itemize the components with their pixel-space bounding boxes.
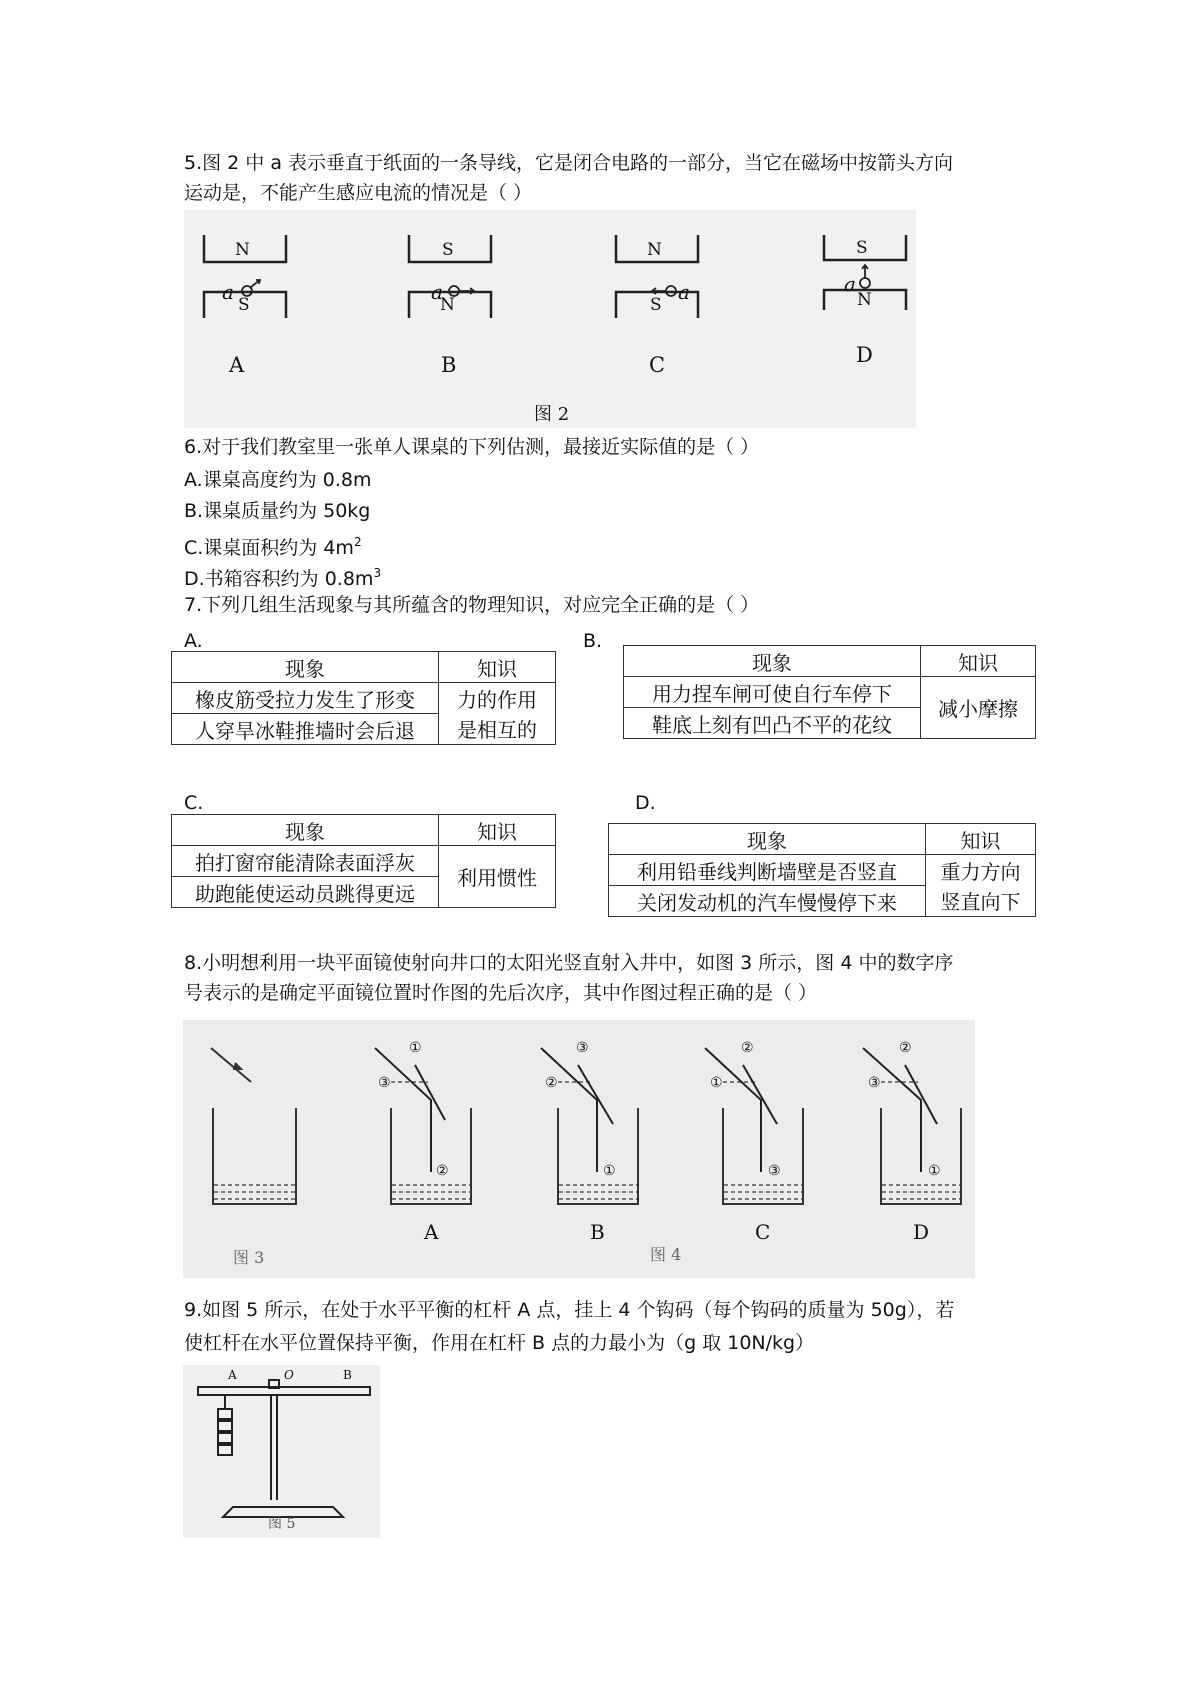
fig2-option-a: A: [229, 353, 245, 377]
lever-point-b: B: [343, 1368, 352, 1382]
q7-table-b: [623, 645, 1036, 739]
table-cell: 是相互的: [439, 714, 556, 745]
table-cell: 竖直向下: [926, 886, 1036, 917]
fig4-option-c: C: [755, 1220, 771, 1244]
q7-table-c: [171, 814, 556, 908]
fig4-option-b: B: [590, 1220, 605, 1244]
fig4-d-step-refl: ①: [928, 1163, 941, 1179]
fig2-option-c: C: [649, 353, 666, 377]
q6-option-d-text: D.书箱容积约为 0.8m: [184, 568, 374, 590]
fig2-c-wire-label: a: [678, 280, 690, 304]
q7-label-c: C.: [184, 792, 204, 814]
table-header: 知识: [439, 815, 556, 846]
figure-2-drawing: [184, 210, 916, 428]
table-header: 知识: [439, 652, 556, 683]
table-cell: 用力捏车闸可使自行车停下: [624, 677, 921, 708]
figure-2: [184, 210, 916, 428]
q7-table-d: [608, 823, 1036, 917]
fig4-c-step-inc: ②: [741, 1040, 754, 1056]
q7-stem: 7.下列几组生活现象与其所蕴含的物理知识，对应完全正确的是（ ）: [184, 594, 760, 616]
table-header: 现象: [609, 824, 926, 855]
lever-point-a: A: [228, 1368, 237, 1382]
fig2-b-wire-label: a: [431, 280, 443, 304]
fig4-d-step-inc: ②: [899, 1040, 912, 1056]
table-cell: 利用惯性: [439, 846, 556, 908]
q8-stem-line2: 号表示的是确定平面镜位置时作图的先后次序，其中作图过程正确的是（ ）: [184, 982, 818, 1004]
fig4-d-step-mirror: ③: [868, 1075, 881, 1091]
table-cell: 力的作用: [439, 683, 556, 714]
q7-label-b: B.: [583, 630, 603, 652]
fig2-a-bottom-pole: S: [238, 295, 250, 315]
hook-weight-icon: [218, 1445, 232, 1455]
hook-weight-icon: [218, 1433, 232, 1443]
q6-option-a: A.课桌高度约为 0.8m: [184, 469, 372, 491]
lever-stand-icon: [271, 1395, 277, 1500]
sun-ray-icon: [211, 1048, 251, 1082]
figure-5: [183, 1365, 380, 1538]
fig2-a-top-pole: N: [235, 240, 250, 260]
fig4-b-step-inc: ③: [576, 1040, 589, 1056]
table-header: 现象: [172, 815, 439, 846]
fig4-caption: 图 4: [650, 1245, 682, 1264]
q6-option-c-text: C.课桌面积约为 4m: [184, 537, 354, 559]
fig4-a-step-inc: ①: [409, 1040, 422, 1056]
fig2-b-bottom-pole: N: [440, 295, 455, 315]
table-header: 知识: [926, 824, 1036, 855]
hook-weight-icon: [218, 1409, 232, 1419]
q5-stem-line1: 5.图 2 中 a 表示垂直于纸面的一条导线，它是闭合电路的一部分，当它在磁场中按箭头方向: [184, 152, 954, 174]
q5-stem-line2: 运动是，不能产生感应电流的情况是（ ）: [184, 182, 533, 204]
fig4-option-d: D: [913, 1220, 930, 1244]
q7-label-d: D.: [635, 792, 656, 814]
fig2-d-top-pole: S: [856, 238, 868, 258]
q6-option-c: [184, 529, 362, 561]
fig2-c-bottom-pole: S: [650, 295, 662, 315]
figure-3-4: [183, 1020, 975, 1278]
q6-stem: 6.对于我们教室里一张单人课桌的下列估测，最接近实际值的是（ ）: [184, 436, 760, 458]
fig4-c-step-mirror: ①: [710, 1075, 723, 1091]
lever-pivot-o: O: [284, 1368, 294, 1382]
table-cell: 重力方向: [926, 855, 1036, 886]
hook-weight-icon: [218, 1421, 232, 1431]
q7-label-a: A.: [184, 630, 203, 652]
fig4-b-step-refl: ①: [603, 1163, 616, 1179]
q6-option-d-exponent: 3: [373, 566, 382, 580]
q9-stem-line1: 9.如图 5 所示，在处于水平平衡的杠杆 A 点，挂上 4 个钩码（每个钩码的质量为 50g），若: [184, 1299, 955, 1321]
fig4-c-step-refl: ③: [768, 1163, 781, 1179]
table-cell: 橡皮筋受拉力发生了形变: [172, 683, 439, 714]
q6-option-c-exponent: 2: [353, 535, 362, 549]
fig5-caption: 图 5: [268, 1516, 296, 1532]
fig2-d-bottom-pole: N: [857, 290, 872, 310]
fig2-a-wire-label: a: [222, 280, 234, 304]
lever-bar-icon: [198, 1387, 370, 1395]
fig4-b-step-mirror: ②: [545, 1075, 558, 1091]
table-cell: 减小摩擦: [921, 677, 1036, 739]
q7-table-a: [171, 651, 556, 745]
q9-stem-line2: 使杠杆在水平位置保持平衡，作用在杠杆 B 点的力最小为（g 取 10N/kg）: [184, 1332, 815, 1354]
table-cell: 利用铅垂线判断墙壁是否竖直: [609, 855, 926, 886]
q6-option-d: [184, 560, 381, 592]
table-cell: 人穿旱冰鞋推墙时会后退: [172, 714, 439, 745]
fig2-c-top-pole: N: [647, 240, 662, 260]
table-header: 现象: [624, 646, 921, 677]
table-header: 现象: [172, 652, 439, 683]
fig2-option-d: D: [856, 343, 873, 367]
fig4-a-step-refl: ②: [436, 1163, 449, 1179]
fig2-caption: 图 2: [534, 404, 570, 425]
fig2-d-wire-label: a: [844, 272, 856, 296]
fig4-a-step-mirror: ③: [378, 1075, 391, 1091]
table-cell: 拍打窗帘能清除表面浮灰: [172, 846, 439, 877]
fig3-caption: 图 3: [233, 1248, 265, 1267]
table-cell: 鞋底上刻有凹凸不平的花纹: [624, 708, 921, 739]
q8-stem-line1: 8.小明想利用一块平面镜使射向井口的太阳光竖直射入井中，如图 3 所示，图 4 中的数字序: [184, 952, 954, 974]
q6-option-b: B.课桌质量约为 50kg: [184, 500, 371, 522]
wire-d-icon: [860, 278, 870, 288]
table-header: 知识: [921, 646, 1036, 677]
fig2-option-b: B: [441, 353, 457, 377]
fig4-option-a: A: [424, 1220, 439, 1244]
fig2-b-top-pole: S: [442, 240, 454, 260]
table-cell: 助跑能使运动员跳得更远: [172, 877, 439, 908]
figure-3-4-drawing: [183, 1020, 975, 1278]
table-cell: 关闭发动机的汽车慢慢停下来: [609, 886, 926, 917]
